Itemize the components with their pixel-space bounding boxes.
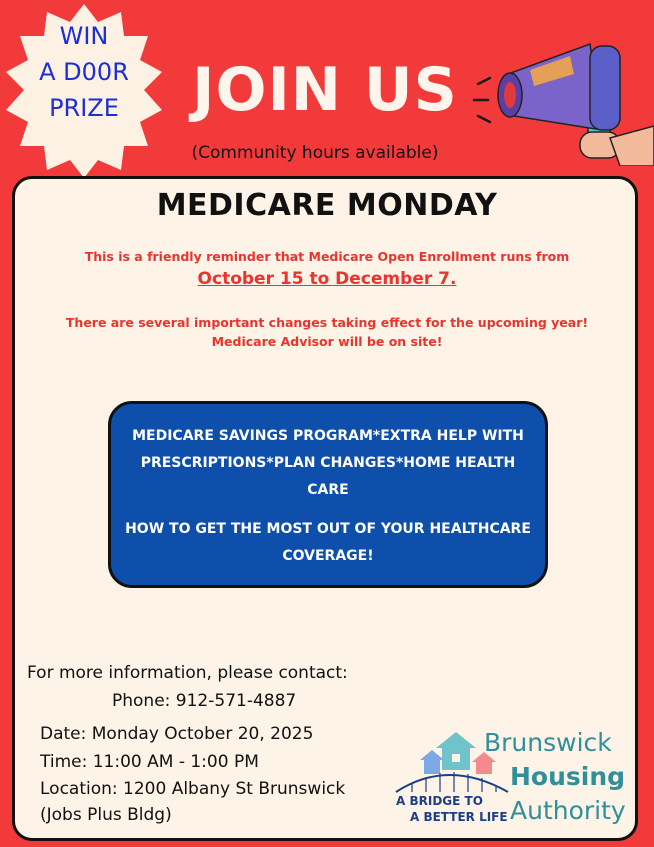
event-title: MEDICARE MONDAY <box>156 188 498 223</box>
enrollment-dates: October 15 to December 7. <box>197 269 457 289</box>
logo-word: Brunswick <box>484 728 612 757</box>
phone-number: Phone: 912-571-4887 <box>112 691 297 711</box>
logo-tagline: A BETTER LIFE <box>410 810 508 824</box>
changes-notice <box>30 313 624 351</box>
event-date: Date: Monday October 20, 2025 <box>40 724 314 744</box>
prize-line: WIN <box>59 22 109 50</box>
advisor-line: Medicare Advisor will be on site! <box>211 334 443 349</box>
megaphone-icon <box>470 34 654 166</box>
logo-tagline: A BRIDGE TO <box>396 794 483 808</box>
contact-label: For more information, please contact: <box>27 663 348 683</box>
event-time: Time: 11:00 AM - 1:00 PM <box>40 752 259 772</box>
coverage-tip: HOW TO GET THE MOST OUT OF YOUR HEALTHCARE COVERAGE! <box>125 521 531 564</box>
prize-line: PRIZE <box>49 94 119 122</box>
housing-authority-logo <box>392 726 642 834</box>
prize-line: A D00R <box>39 58 129 86</box>
reminder-text: This is a friendly reminder that Medicare Open Enrollment runs from <box>84 249 570 264</box>
subheadline: (Community hours available) <box>191 143 439 163</box>
event-building: (Jobs Plus Bldg) <box>40 805 172 825</box>
changes-line: There are several important changes taking effect for the upcoming year! <box>65 315 589 330</box>
event-location: Location: 1200 Albany St Brunswick <box>40 779 346 799</box>
headline: JOIN US <box>192 55 458 125</box>
door-prize-text <box>0 18 168 126</box>
topics-list: MEDICARE SAVINGS PROGRAM*EXTRA HELP WITH PRESCRIPTIONS*PLAN CHANGES*HOME HEALTH CARE <box>132 428 524 498</box>
logo-word: Housing <box>510 762 626 791</box>
logo-word: Authority <box>510 796 626 825</box>
